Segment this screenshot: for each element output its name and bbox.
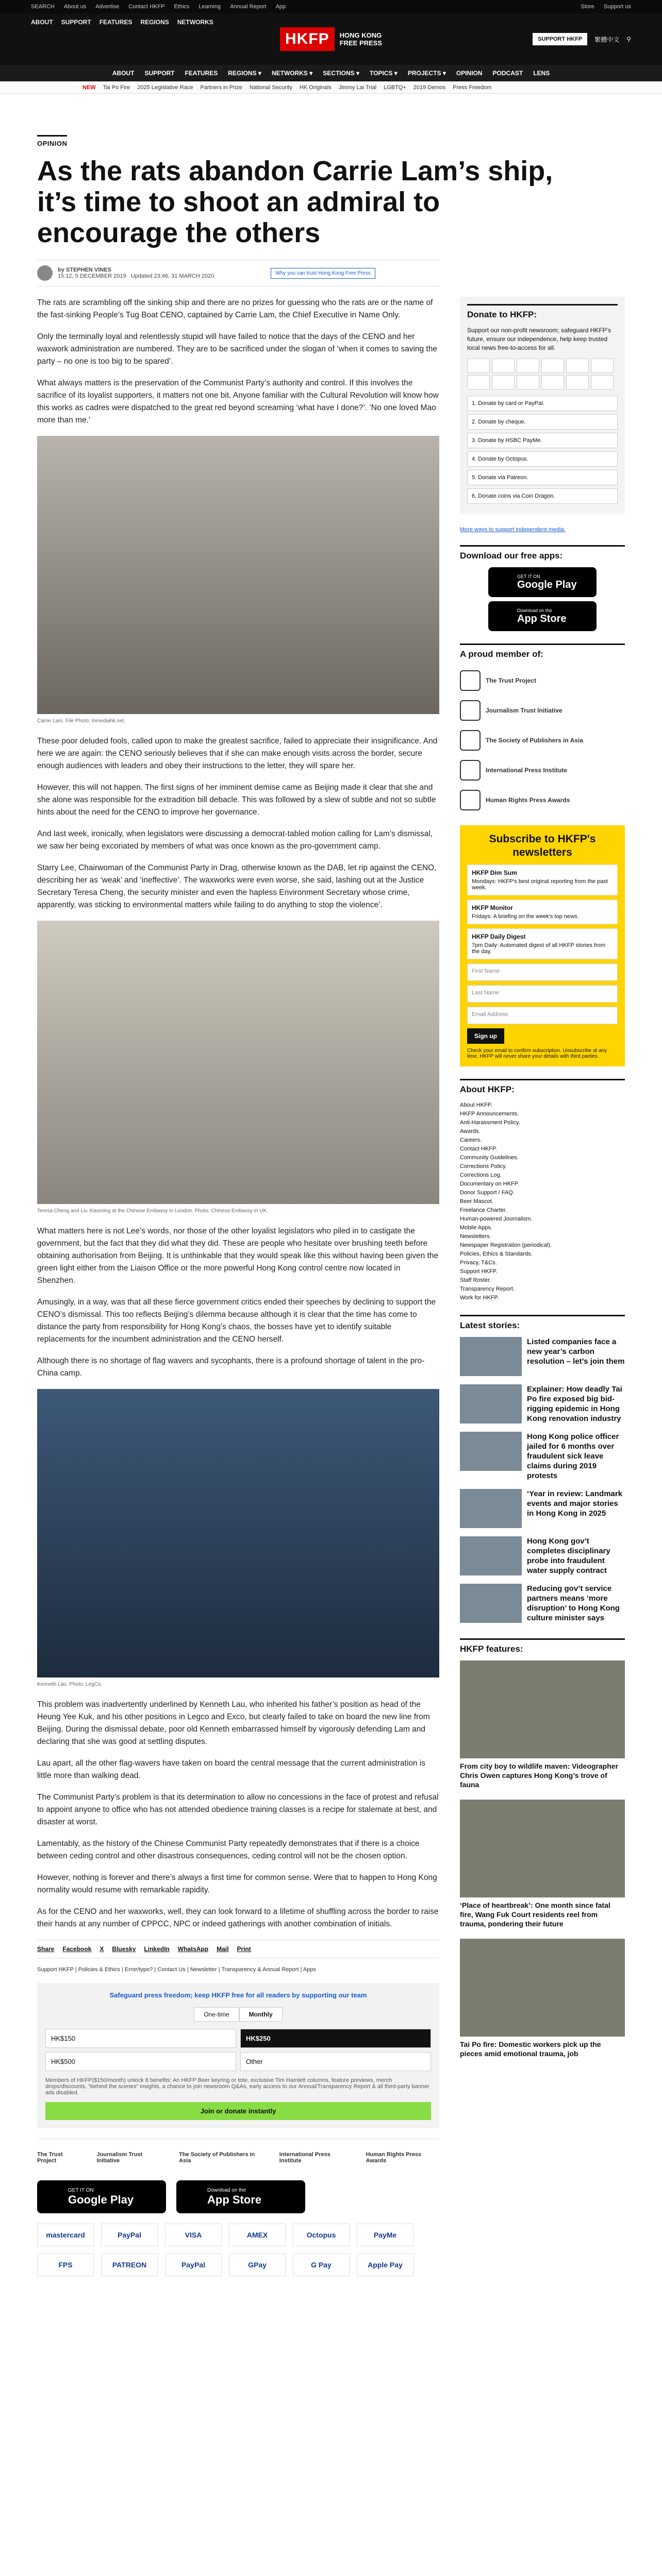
- newsletter-option[interactable]: [467, 900, 618, 924]
- site-logo[interactable]: [280, 27, 382, 51]
- nav-sections[interactable]: SECTIONS ▾: [323, 70, 359, 77]
- about-link[interactable]: Careers.: [460, 1137, 482, 1143]
- photo-caption: Carrie Lam. File Photo: Inmediahk.net.: [37, 718, 126, 724]
- topbar-search[interactable]: SEARCH: [31, 4, 55, 10]
- article-meta: [37, 260, 439, 286]
- paragraph: Amusingly, in a way, was that all these fierce government critics ended their speeches by declining to support the CENO’s dismissal. This too reflects Beijing’s dilemma because although it is clear that the time has come to distance the party from responsibility for Hong Kong’s chaos, the bosses have yet to identify suitable replacements for the incumbent administration and the CENO herself.: [37, 1298, 436, 1344]
- nav-support[interactable]: SUPPORT: [144, 70, 175, 77]
- donate-option[interactable]: 2. Donate by cheque.: [467, 414, 618, 430]
- logo-text: [340, 31, 382, 47]
- trend-link[interactable]: Press Freedom: [453, 84, 492, 91]
- paragraph: The rats are scrambling off the sinking ship and there are no prizes for guessing who the rats are or the name of the fast-sinking People’s Tug Boat CENO, captained by Carrie Lam, the Chief Executive in Name Only.: [37, 298, 433, 319]
- story-thumbnail: [460, 1432, 522, 1471]
- member-name: Human Rights Press Awards: [486, 796, 570, 804]
- paragraph: Lau apart, all the other flag-wavers have taken on board the central message that the current administration is little more than walking dead.: [37, 1759, 426, 1780]
- article-body: [37, 297, 439, 2276]
- donate-option[interactable]: 4. Donate by Octopus.: [467, 451, 618, 467]
- share-print[interactable]: Print: [237, 1945, 251, 1953]
- membership-note: Members of HKFP($150/month) unlock 8 benefits: An HKFP Beer keyring or tote, exclusive Tim Hamlett columns, feature previews, merch drops/discounts, "behind the scenes" insights, a chance to join newsroom Q&As, early access to our Annual/Transparency Report & all third-party banner ads disabled.: [45, 2077, 429, 2096]
- paragraph: However, nothing is forever and there’s always a first time for common sense. Were that to happen to Hong Kong normality would resume with remarkable rapidity.: [37, 1873, 437, 1894]
- store-name: App Store: [207, 2193, 262, 2206]
- share-facebook[interactable]: Facebook: [62, 1945, 92, 1953]
- topbar-contact[interactable]: Contact HKFP: [128, 4, 165, 10]
- nav-topics[interactable]: TOPICS ▾: [370, 70, 398, 77]
- signup-button[interactable]: Sign up: [467, 1028, 504, 1044]
- trend-link[interactable]: Jimmy Lai Trial: [338, 84, 377, 91]
- paragraph: And last week, ironically, when legislators were discussing a democrat-tabled motion calling for Lam’s dismissal, we saw her being excoriated by members of what was once known as the pro-government camp.: [37, 829, 433, 851]
- topbar-ethics[interactable]: Ethics: [174, 4, 190, 10]
- pay-payme[interactable]: PayMe: [357, 2224, 413, 2246]
- badge-sopa[interactable]: The Society of Publishers in Asia: [179, 2151, 255, 2164]
- about-link[interactable]: Human-powered Journalism.: [460, 1216, 533, 1222]
- paragraph: Although there is no shortage of flag wavers and sycophants, there is a profound shortage of talent in the pro-China camp.: [37, 1357, 425, 1378]
- newsletter-note: Check your email to confirm subscription. Unsubscribe at any time. HKFP will never share your details with third parties.: [467, 1048, 607, 1059]
- topbar-learning[interactable]: Learning: [198, 4, 221, 10]
- donate-text: Support our non-profit newsroom; safeguard HKFP’s future, ensure our independence, help keep trusted local news free-to-access for all.: [467, 327, 611, 351]
- new-badge: NEW: [82, 84, 96, 91]
- app-store-button[interactable]: [488, 601, 597, 631]
- photo-teresa-cheng: [37, 921, 439, 1204]
- about-link[interactable]: Privacy, T&Cs.: [460, 1260, 497, 1266]
- pay-gpay-2[interactable]: G Pay: [293, 2253, 350, 2276]
- newsletter-desc: Fridays: A briefing on the week's top news.: [472, 913, 579, 920]
- pay-mastercard[interactable]: mastercard: [37, 2224, 94, 2246]
- story-title: Hong Kong gov’t completes disciplinary probe into fraudulent water supply contract: [527, 1537, 610, 1575]
- updated-date: Updated 23:46, 31 MARCH 2020: [130, 273, 214, 279]
- member-name: Journalism Trust Initiative: [486, 707, 562, 714]
- app-name: App Store: [517, 613, 567, 624]
- donate-option[interactable]: 6. Donate coins via Coin Dragon.: [467, 488, 618, 504]
- app-name: Google Play: [517, 579, 577, 590]
- pay-fps[interactable]: FPS: [37, 2253, 94, 2276]
- topbar-about[interactable]: About us: [63, 4, 87, 10]
- app-top: Download on the: [517, 607, 552, 613]
- photo-carrie-lam: [37, 436, 439, 714]
- member-name: The Trust Project: [486, 677, 537, 684]
- member-org[interactable]: [460, 725, 625, 755]
- topbar-advertise[interactable]: Advertise: [95, 4, 120, 10]
- pay-octopus[interactable]: Octopus: [293, 2224, 350, 2246]
- member-org[interactable]: [460, 696, 625, 725]
- language-link[interactable]: 繁體中文: [594, 36, 620, 43]
- sopa-icon: [460, 730, 481, 751]
- content-columns: [37, 297, 625, 2276]
- nav-opinion[interactable]: OPINION: [456, 70, 483, 77]
- topbar-store[interactable]: Store: [581, 4, 594, 10]
- share-bluesky[interactable]: Bluesky: [112, 1945, 136, 1953]
- paragraph: This problem was inadvertently underlined by Kenneth Lau, who inherited his father’s position as head of the Heung Yee Kuk, and his other positions in Legco and Exco, but clearly failed to take on board the new line from Beijing. During the dismissal debate, poor old Kenneth embarrassed himself by vigorously defending Lam and declaring that she was good at settling disputes.: [37, 1700, 430, 1746]
- about-link[interactable]: Contact HKFP.: [460, 1146, 497, 1152]
- share-whatsapp[interactable]: WhatsApp: [177, 1945, 209, 1953]
- donation-frequency-tabs: [45, 2007, 431, 2022]
- about-links: [460, 1101, 625, 1302]
- join-donate-button[interactable]: Join or donate instantly: [45, 2102, 431, 2120]
- trend-link[interactable]: 2025 Legislative Race: [137, 84, 193, 91]
- hrpa-icon: [460, 790, 481, 810]
- header-nav: [31, 19, 213, 26]
- trend-link[interactable]: LGBTQ+: [384, 84, 406, 91]
- logo-line1: HONG KONG: [339, 31, 382, 39]
- about-link[interactable]: Anti-Harassment Policy.: [460, 1120, 520, 1126]
- donation-box: [37, 1983, 439, 2128]
- jti-icon: [460, 700, 481, 721]
- email-field[interactable]: Email Address: [467, 1007, 618, 1024]
- card-icon: [541, 359, 564, 373]
- trend-link[interactable]: HK Originals: [299, 84, 332, 91]
- badge-ipi[interactable]: International Press Institute: [279, 2151, 330, 2164]
- feature-title: From city boy to wildlife maven: Videographer Chris Owen captures Hong Kong’s trove of fauna: [460, 1762, 619, 1789]
- badge-jti[interactable]: Journalism Trust Initiative: [96, 2151, 143, 2164]
- article-footer-links[interactable]: Support HKFP | Policies & Ethics | Error/typo? | Contact Us | Newsletter | Transparency & Annual Report | Apps: [37, 1967, 316, 1973]
- sidebar: [460, 297, 625, 2276]
- member-name: The Society of Publishers in Asia: [486, 737, 583, 744]
- paragraph: What always matters is the preservation of the Communist Party’s authority and control. If this involves the sacrifice of its loyalist supporters, it matters not one bit. Anyone familiar with the Cultural Revolution will know how this works as cadres were dispatched to the great red beyond screaming ‘what have I done?’. ‘No one loved Mao more than me.’: [37, 379, 439, 425]
- photo-caption: Teresa Cheng and Liu Xiaoming at the Chinese Embassy in London. Photo: Chinese Embassy in UK.: [37, 1208, 269, 1214]
- more-ways-link[interactable]: More ways to support independent media.: [460, 527, 566, 533]
- feature-title: ‘Place of heartbreak’: One month since fatal fire, Wang Fuk Court residents reel from trauma, pondering their future: [460, 1901, 610, 1928]
- latest-title: Latest stories:: [460, 1315, 625, 1331]
- nav-about[interactable]: ABOUT: [112, 70, 135, 77]
- pay-patreon[interactable]: PATREON: [101, 2253, 158, 2276]
- about-link[interactable]: Beer Mascot.: [460, 1198, 493, 1205]
- story-title: Explainer: How deadly Tai Po fire exposed big bid-rigging epidemic in Hong Kong renovation industry: [527, 1385, 622, 1423]
- topbar-annual[interactable]: Annual Report: [230, 4, 267, 10]
- trust-project-icon: [460, 670, 481, 691]
- paragraph: Starry Lee, Chairwoman of the Communist Party in Drag, otherwise known as the DAB, let rip against the CENO, describing her as ‘weak’ and ‘ineffective’. The waxworks were even worse, she said, lashing out at the Justice Secretary Teresa Cheng, the security minister and even the hapless Environment Secretary whose crime, apparently, was sticking to environmental matters while failing to do anything to stop the violence’.: [37, 863, 437, 909]
- support-hkfp-button[interactable]: SUPPORT HKFP: [533, 33, 587, 45]
- story-title: ‘Year in review: Landmark events and major stories in Hong Kong in 2025: [527, 1489, 623, 1518]
- nav-features[interactable]: FEATURES: [185, 70, 218, 77]
- photo-kenneth-lau: [37, 1389, 439, 1677]
- article-title: As the rats abandon Carrie Lam’s ship, it’s time to shoot an admiral to encourage the others: [37, 156, 553, 248]
- story-thumbnail: [460, 1584, 522, 1623]
- story-item[interactable]: [460, 1337, 625, 1376]
- tab-monthly[interactable]: Monthly: [239, 2007, 283, 2022]
- badge-hrpa[interactable]: Human Rights Press Awards: [366, 2151, 422, 2164]
- share-mail[interactable]: Mail: [217, 1945, 229, 1953]
- page-wrap: [37, 94, 625, 2276]
- nav-networks[interactable]: NETWORKS ▾: [271, 70, 313, 77]
- story-thumbnail: [460, 1489, 522, 1528]
- amount-option[interactable]: HK$500: [45, 2052, 236, 2071]
- newsletter-name: HKFP Dim Sum: [472, 869, 517, 876]
- dates: [58, 273, 214, 279]
- card-icon: [591, 375, 614, 389]
- about-link[interactable]: About HKFP.: [460, 1102, 492, 1108]
- about-title: About HKFP:: [460, 1079, 625, 1095]
- first-name-field[interactable]: First Name: [467, 963, 618, 981]
- feature-image: [460, 1939, 625, 2037]
- paragraph: Only the terminally loyal and relentlessly stupid will have failed to notice that the days of the CENO and her waxwork administration are numbered. They are to be sacrificed under the slogan of ‘when it comes to saving the party – no one is too big to be spared’.: [37, 332, 437, 366]
- about-link[interactable]: Transparency Report.: [460, 1286, 515, 1292]
- hnav-about[interactable]: ABOUT: [31, 19, 53, 26]
- about-link[interactable]: Newsletters.: [460, 1233, 491, 1240]
- trending-bar: [0, 81, 662, 94]
- feature-image: [460, 1660, 625, 1758]
- about-link[interactable]: Corrections Policy.: [460, 1163, 507, 1170]
- pay-amex[interactable]: AMEX: [229, 2224, 286, 2246]
- trend-link[interactable]: National Security: [249, 84, 292, 91]
- newsletter-desc: Mondays: HKFP's best original reporting from the past week.: [472, 878, 608, 891]
- about-link[interactable]: Donor Support / FAQ.: [460, 1190, 515, 1196]
- store-top: Download on the: [207, 2187, 246, 2193]
- share-label: Share: [37, 1945, 55, 1953]
- pay-paypal[interactable]: PayPal: [101, 2224, 158, 2246]
- member-title: A proud member of:: [460, 643, 625, 659]
- hnav-features[interactable]: FEATURES: [99, 19, 133, 26]
- about-link[interactable]: Corrections Log.: [460, 1172, 502, 1178]
- feature-item[interactable]: [460, 1800, 625, 1928]
- about-link[interactable]: Freelance Charter.: [460, 1207, 507, 1213]
- card-icon: [492, 375, 515, 389]
- about-link[interactable]: Work for HKFP.: [460, 1295, 499, 1301]
- trend-link[interactable]: Partners in Prize: [200, 84, 242, 91]
- donate-option[interactable]: 3. Donate by HSBC PayMe.: [467, 433, 618, 448]
- story-item[interactable]: [460, 1584, 625, 1623]
- features-title: HKFP features:: [460, 1638, 625, 1654]
- payment-methods: [37, 2224, 439, 2276]
- nav-regions[interactable]: REGIONS ▾: [228, 70, 261, 77]
- nav-podcast[interactable]: PODCAST: [492, 70, 523, 77]
- store-name: Google Play: [68, 2193, 134, 2206]
- share-x[interactable]: X: [100, 1945, 104, 1953]
- badge-trust-project[interactable]: The Trust Project: [37, 2151, 63, 2164]
- trend-link[interactable]: 2019 Demos: [413, 84, 446, 91]
- paragraph: As for the CENO and her waxworks, well, they can look forward to a lifetime of shuffling across the border to raise their hands at any number of CPPCC, NPC or indeed gatherings with another combination of initials.: [37, 1907, 439, 1928]
- story-title: Listed companies face a new year’s carbon resolution – let’s join them: [527, 1337, 625, 1366]
- donate-title: Donate to HKFP:: [467, 304, 618, 320]
- about-link[interactable]: HKFP Announcements.: [460, 1111, 519, 1117]
- about-link[interactable]: Newspaper Registration (periodical).: [460, 1242, 552, 1248]
- newsletter-option[interactable]: [467, 865, 618, 895]
- main-nav: [0, 65, 662, 81]
- donate-option[interactable]: 1. Donate by card or PayPal.: [467, 396, 618, 411]
- ipi-icon: [460, 760, 481, 781]
- app-top: GET IT ON: [517, 573, 540, 579]
- newsletter-option[interactable]: [467, 928, 618, 959]
- member-org[interactable]: [460, 755, 625, 785]
- logo-mark: HKFP: [280, 27, 335, 51]
- story-item[interactable]: [460, 1536, 625, 1575]
- card-icon: [467, 359, 490, 373]
- google-play-button[interactable]: [488, 567, 597, 597]
- search-icon[interactable]: ⚲: [626, 36, 631, 43]
- feature-item[interactable]: [460, 1939, 625, 2058]
- amount-option[interactable]: HK$150: [45, 2029, 236, 2048]
- article-kicker[interactable]: OPINION: [37, 135, 67, 147]
- donate-panel: [460, 297, 625, 514]
- member-name: International Press Institute: [486, 767, 568, 774]
- newsletter-desc: 7pm Daily: Automated digest of all HKFP stories from the day.: [472, 942, 606, 955]
- newsletter-panel: [460, 825, 625, 1066]
- share-bar: [37, 1940, 439, 1958]
- trust-link[interactable]: Why you can trust Hong Kong Free Press: [271, 268, 375, 279]
- feature-image: [460, 1800, 625, 1897]
- about-link[interactable]: Policies, Ethics & Standards.: [460, 1251, 533, 1257]
- story-thumbnail: [460, 1384, 522, 1423]
- author-avatar: [37, 265, 53, 281]
- story-thumbnail: [460, 1337, 522, 1376]
- feature-item[interactable]: [460, 1660, 625, 1789]
- newsletter-name: HKFP Monitor: [472, 904, 513, 911]
- about-link[interactable]: Mobile Apps.: [460, 1225, 492, 1231]
- donation-amounts: [45, 2029, 431, 2071]
- about-link[interactable]: Awards.: [460, 1128, 481, 1134]
- pay-apple-pay[interactable]: Apple Pay: [357, 2253, 413, 2276]
- card-icon: [566, 359, 589, 373]
- logo-line2: FREE PRESS: [339, 39, 383, 47]
- pay-visa[interactable]: VISA: [165, 2224, 222, 2246]
- nav-projects[interactable]: PROJECTS ▾: [407, 70, 446, 77]
- story-item[interactable]: [460, 1384, 625, 1423]
- app-store-button[interactable]: [176, 2180, 305, 2213]
- amount-option[interactable]: Other: [240, 2052, 431, 2071]
- google-play-button[interactable]: [37, 2180, 166, 2213]
- member-org[interactable]: [460, 666, 625, 696]
- card-icon: [566, 375, 589, 389]
- share-linkedin[interactable]: LinkedIn: [144, 1945, 170, 1953]
- hnav-regions[interactable]: REGIONS: [140, 19, 169, 26]
- paragraph: The Communist Party’s problem is that its determination to allow no concessions in the face of protest and refusal to appoint anyone to office who has not attended obedience training classes is a recipe for stalemate at best, and disaster at worst.: [37, 1793, 439, 1826]
- story-item[interactable]: [460, 1432, 625, 1481]
- member-badges: [37, 2139, 439, 2176]
- paragraph: Lamentably, as the history of the Chinese Communist Party repeatedly demonstrates that if there is a choice between ceding control and other disastrous consequences, ceding control will not be the chosen option.: [37, 1839, 420, 1860]
- site-header: [0, 13, 662, 65]
- publish-date: 15:12, 5 DECEMBER 2019: [58, 273, 126, 279]
- donation-heading: Safeguard press freedom; keep HKFP free for all readers by supporting our team: [109, 1991, 367, 1999]
- about-link[interactable]: Community Guidelines.: [460, 1155, 519, 1161]
- pay-paypal-2[interactable]: PayPal: [165, 2253, 222, 2276]
- topbar-app[interactable]: App: [275, 4, 286, 10]
- donate-option[interactable]: 5. Donate via Patreon.: [467, 470, 618, 485]
- store-top: GET IT ON: [68, 2187, 94, 2193]
- paragraph: However, this will not happen. The first signs of her imminent demise came as Beijing made it clear that she and she alone was responsible for the extradition bill debacle. This was followed by a slew of subtle and not so subtle hints about the need for the CENO to improve her governance.: [37, 783, 436, 817]
- card-icon: [591, 359, 614, 373]
- photo-caption: Kenneth Lau. Photo: LegCo.: [37, 1682, 103, 1687]
- topbar-support[interactable]: Support us: [603, 4, 631, 10]
- about-link[interactable]: Support HKFP.: [460, 1268, 498, 1275]
- header-right: [533, 33, 631, 45]
- hnav-networks[interactable]: NETWORKS: [177, 19, 213, 26]
- story-title: Hong Kong police officer jailed for 6 months over fraudulent sick leave claims during 2019 protests: [527, 1432, 619, 1480]
- card-icon: [541, 375, 564, 389]
- paragraph: These poor deluded fools, called upon to make the greatest sacrifice, failed to appreciate their insignificance. And here we are again: the CENO seriously believes that if she can make enough visits across the border, secure enough audiences with leaders and obey their instructions to the letter, they will spare her.: [37, 737, 438, 770]
- story-item[interactable]: [460, 1489, 625, 1528]
- byline[interactable]: by STEPHEN VINES: [58, 267, 111, 273]
- last-name-field[interactable]: Last Name: [467, 985, 618, 1003]
- card-icon: [492, 359, 515, 373]
- newsletter-name: HKFP Daily Digest: [472, 933, 526, 940]
- member-org[interactable]: [460, 785, 625, 815]
- apps-title: Download our free apps:: [460, 545, 625, 561]
- about-link[interactable]: Documentary on HKFP.: [460, 1181, 519, 1187]
- card-icon: [517, 375, 539, 389]
- newsletter-title: Subscribe to HKFP's newsletters: [489, 833, 596, 858]
- story-title: Reducing gov’t service partners means ‘more disruption’ to Hong Kong culture minister says: [527, 1584, 620, 1622]
- nav-lens[interactable]: LENS: [533, 70, 550, 77]
- byline-block: [58, 267, 214, 279]
- feature-title: Tai Po fire: Domestic workers pick up the pieces amid emotional trauma, job: [460, 2040, 601, 2058]
- tab-one-time[interactable]: One-time: [194, 2007, 239, 2022]
- paragraph: What matters here is not Lee’s words, nor those of the other loyalist legislators who piled in to castigate the government, but the fact that they did what they did. These are people who hesitate over brushing teeth before obtaining authorisation from Beijing. It is unthinkable that they would speak like this without having been given the green light either from the Liaison Office or the more powerful Hong Kong control centre now located in Shenzhen.: [37, 1227, 439, 1285]
- story-thumbnail: [460, 1536, 522, 1575]
- card-icon: [517, 359, 539, 373]
- card-icon: [467, 375, 490, 389]
- hnav-support[interactable]: SUPPORT: [61, 19, 91, 26]
- top-utility-bar: [0, 0, 662, 13]
- card-logos: [467, 359, 618, 389]
- pay-gpay[interactable]: GPay: [229, 2253, 286, 2276]
- about-link[interactable]: Staff Roster.: [460, 1277, 491, 1283]
- trend-link[interactable]: Tai Po Fire: [103, 84, 130, 91]
- app-store-buttons: [37, 2176, 439, 2224]
- amount-option-selected[interactable]: HK$250: [240, 2029, 431, 2048]
